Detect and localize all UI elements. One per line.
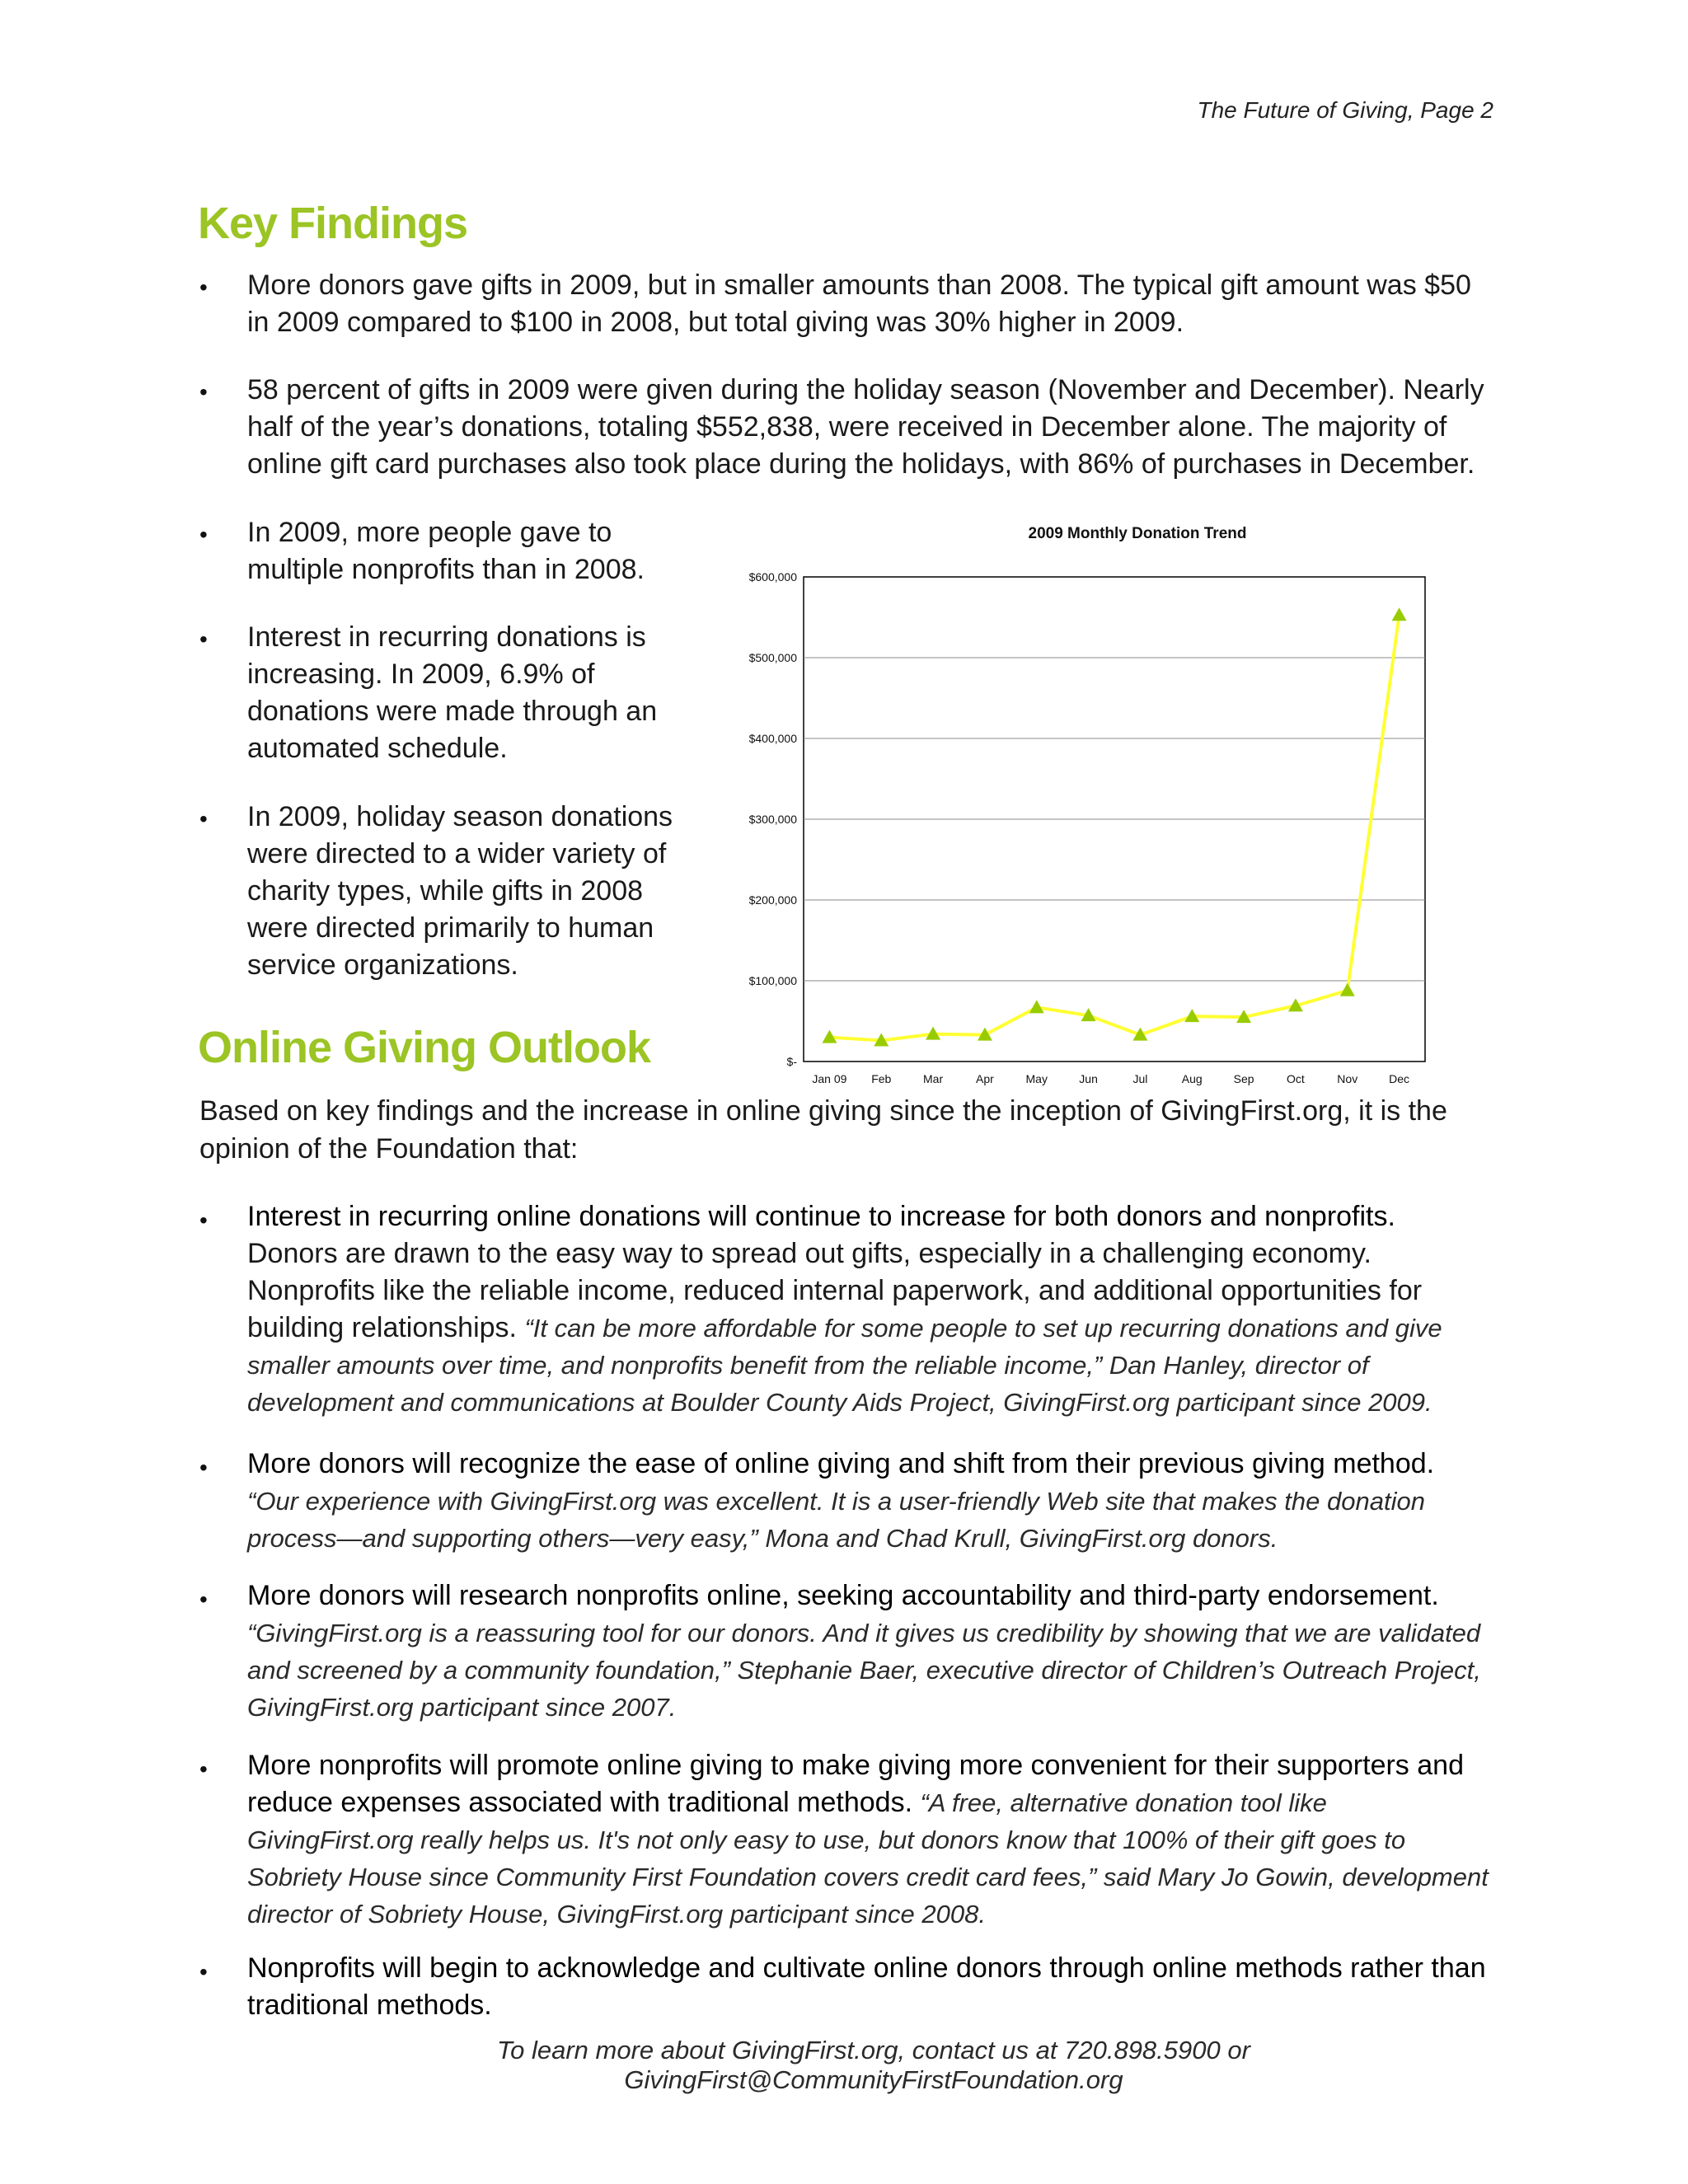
outlook-item-quote: “Our experience with GivingFirst.org was excellent. It is a user-friendly Web site that makes the donation process—and supporting others—very easy,” Mona and Chad Krull, GivingFirst.org donors.: [247, 1487, 1425, 1553]
y-tick-label: $500,000: [748, 651, 797, 664]
data-point-marker: [1340, 983, 1355, 996]
x-tick-label: Jul: [1132, 1072, 1148, 1085]
chart-title: 2009 Monthly Donation Trend: [1028, 525, 1247, 542]
outlook-item-3: [247, 1577, 1492, 1726]
outlook-heading: Online Giving Outlook: [198, 1023, 651, 1072]
bullet-icon: •: [199, 1586, 208, 1612]
y-tick-label: $600,000: [748, 570, 797, 583]
outlook-item-quote: “GivingFirst.org is a reassuring tool for our donors. And it gives us credibility by showing that we are validated and screened by a community foundation,” Stephanie Baer, executive director of Children’s Outreach Project, GivingFirst.org participant since 2007.: [247, 1619, 1481, 1722]
bullet-icon: •: [199, 1756, 208, 1782]
page-header: The Future of Giving, Page 2: [1197, 97, 1493, 123]
outlook-item-body: Donors are drawn to the easy way to spread out gifts, especially in a challenging economy. Nonprofits like the reliable income, reduced internal paperwork, and additional opportunities for building relationships.: [247, 1238, 1423, 1343]
finding-1: More donors gave gifts in 2009, but in smaller amounts than 2008. The typical gift amount was $50 in 2009 compared to $100 in 2008, but total giving was 30% higher in 2009.: [247, 269, 1471, 338]
bullet-icon: •: [199, 626, 208, 652]
bullet-icon: •: [199, 379, 208, 405]
x-tick-label: Dec: [1389, 1072, 1410, 1085]
x-tick-label: Mar: [923, 1072, 944, 1085]
x-tick-label: Oct: [1287, 1072, 1305, 1085]
bullet-icon: •: [199, 522, 208, 547]
finding-4: Interest in recurring donations is increasing. In 2009, 6.9% of donations were made through an automated schedule.: [247, 621, 658, 764]
bullet-icon: •: [199, 1455, 208, 1480]
x-tick-label: Feb: [871, 1072, 892, 1085]
data-point-marker: [1392, 607, 1407, 621]
x-tick-label: Jun: [1079, 1072, 1098, 1085]
outlook-intro: Based on key findings and the increase in online giving since the inception of GivingFirst.org, it is the opinion of the Foundation that:: [199, 1095, 1447, 1165]
outlook-item-lead: More nonprofits will promote online giving to make giving more convenient for their supporters and reduce expenses associated with traditional methods.: [247, 1750, 1464, 1818]
outlook-item-lead: Nonprofits will begin to acknowledge and cultivate online donors through online methods rather than traditional methods.: [247, 1952, 1486, 2021]
bullet-icon: •: [199, 806, 208, 832]
y-tick-label: $300,000: [748, 813, 797, 826]
x-tick-label: Jan 09: [812, 1072, 847, 1085]
y-tick-label: $200,000: [748, 893, 797, 907]
key-findings-heading: Key Findings: [198, 199, 468, 248]
outlook-item-5: [247, 1950, 1492, 2024]
series-line-donations: [829, 615, 1399, 1040]
outlook-item-4: [247, 1747, 1492, 1933]
bullet-icon: •: [199, 274, 208, 300]
outlook-item-lead: More donors will recognize the ease of online giving and shift from their previous giving method.: [247, 1448, 1435, 1479]
outlook-item-quote: “A free, alternative donation tool like GivingFirst.org really helps us. It's not only easy to use, but donors know that 100% of their gift goes to Sobriety House since Community First Foundation covers credit card fees,” said Mary Jo Gowin, development director of Sobriety House, GivingFirst.org participant since 2008.: [247, 1788, 1489, 1929]
donation-trend-chart: [717, 511, 1541, 1085]
contact-footer: To learn more about GivingFirst.org, contact us at 720.898.5900 or GivingFirst@CommunityFirstFoundation.org: [497, 2036, 1250, 2094]
outlook-item-2: [247, 1446, 1492, 1557]
outlook-item-lead: Interest in recurring online donations will continue to increase for both donors and nonprofits.: [247, 1201, 1395, 1232]
y-tick-label: $400,000: [748, 732, 797, 745]
bullet-icon: •: [199, 1207, 208, 1233]
x-tick-label: Apr: [976, 1072, 994, 1085]
finding-5: In 2009, holiday season donations were directed to a wider variety of charity types, while gifts in 2008 were directed primarily to human service organizations.: [247, 801, 673, 981]
outlook-item-lead: More donors will research nonprofits online, seeking accountability and third-party endorsement.: [247, 1580, 1439, 1611]
finding-2: 58 percent of gifts in 2009 were given during the holiday season (November and December). Nearly half of the year’s donations, totaling $552,838, were received in December alone. The majority of online gift card purchases also took place during the holidays, with 86% of purchases in December.: [247, 374, 1484, 480]
x-tick-label: May: [1025, 1072, 1048, 1085]
y-tick-label: $-: [786, 1055, 797, 1068]
bullet-icon: •: [199, 1959, 208, 1985]
x-tick-label: Aug: [1181, 1072, 1203, 1085]
x-tick-label: Sep: [1233, 1072, 1254, 1085]
outlook-item-1: [247, 1198, 1492, 1421]
y-tick-label: $100,000: [748, 974, 797, 987]
outlook-item-quote: “It can be more affordable for some people to set up recurring donations and give smaller amounts over time, and nonprofits benefit from the reliable income,” Dan Hanley, director of development and communications at Boulder County Aids Project, GivingFirst.org participant since 2009.: [247, 1314, 1442, 1417]
x-tick-label: Nov: [1337, 1072, 1358, 1085]
finding-3: In 2009, more people gave to multiple nonprofits than in 2008.: [247, 517, 645, 585]
